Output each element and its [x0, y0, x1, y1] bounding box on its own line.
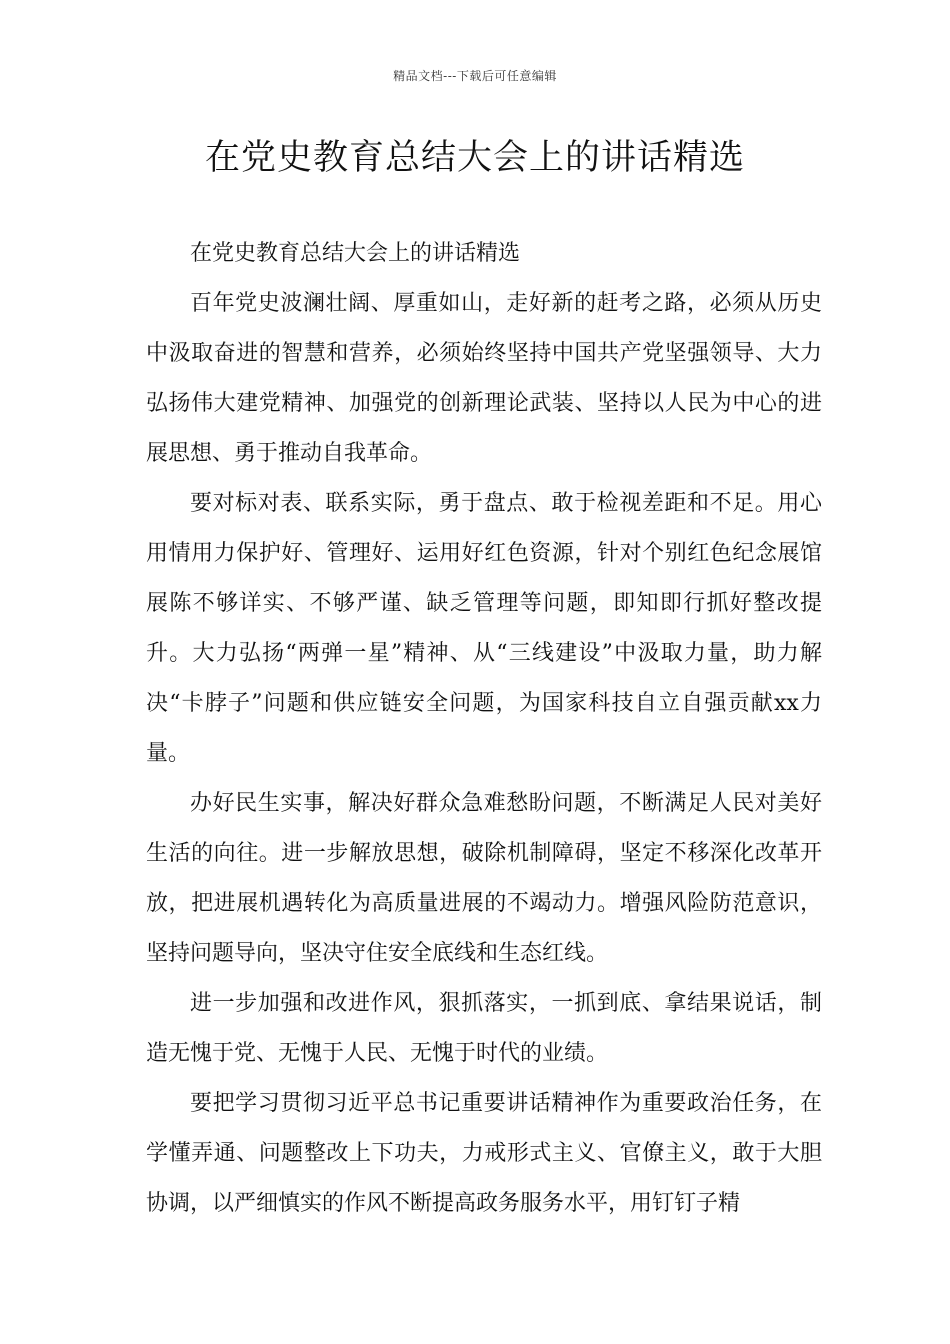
document-title: 在党史教育总结大会上的讲话精选	[204, 138, 745, 178]
document-body	[146, 229, 822, 1229]
paragraph: 进一步加强和改进作风，狠抓落实，一抓到底、拿结果说话，制造无愧于党、无愧于人民、无愧于时代的业绩。	[146, 991, 822, 1066]
paragraph-subtitle: 在党史教育总结大会上的讲话精选	[190, 241, 521, 266]
paragraph: 要把学习贯彻习近平总书记重要讲话精神作为重要政治任务，在学懂弄通、问题整改上下功夫，力戒形式主义、官僚主义，敢于大胆协调，以严细慎实的作风不断提高政务服务水平，用钉钉子精	[146, 1091, 822, 1216]
paragraph: 百年党史波澜壮阔、厚重如山，走好新的赶考之路，必须从历史中汲取奋进的智慧和营养，必须始终坚持中国共产党坚强领导、大力弘扬伟大建党精神、加强党的创新理论武装、坚持以人民为中心的进展思想、勇于推动自我革命。	[146, 291, 822, 466]
paragraph: 办好民生实事，解决好群众急难愁盼问题，不断满足人民对美好生活的向往。进一步解放思想，破除机制障碍，坚定不移深化改革开放，把进展机遇转化为高质量进展的不竭动力。增强风险防范意识，坚持问题导向，坚决守住安全底线和生态红线。	[146, 791, 822, 966]
header-note: 精品文档---下载后可任意编辑	[393, 69, 557, 83]
paragraph: 要对标对表、联系实际，勇于盘点、敢于检视差距和不足。用心用情用力保护好、管理好、运用好红色资源，针对个别红色纪念展馆展陈不够详实、不够严谨、缺乏管理等问题，即知即行抓好整改提升。大力弘扬“两弹一星”精神、从“三线建设”中汲取力量，助力解决“卡脖子”问题和供应链安全问题，为国家科技自立自强贡献xx力量。	[146, 491, 822, 766]
